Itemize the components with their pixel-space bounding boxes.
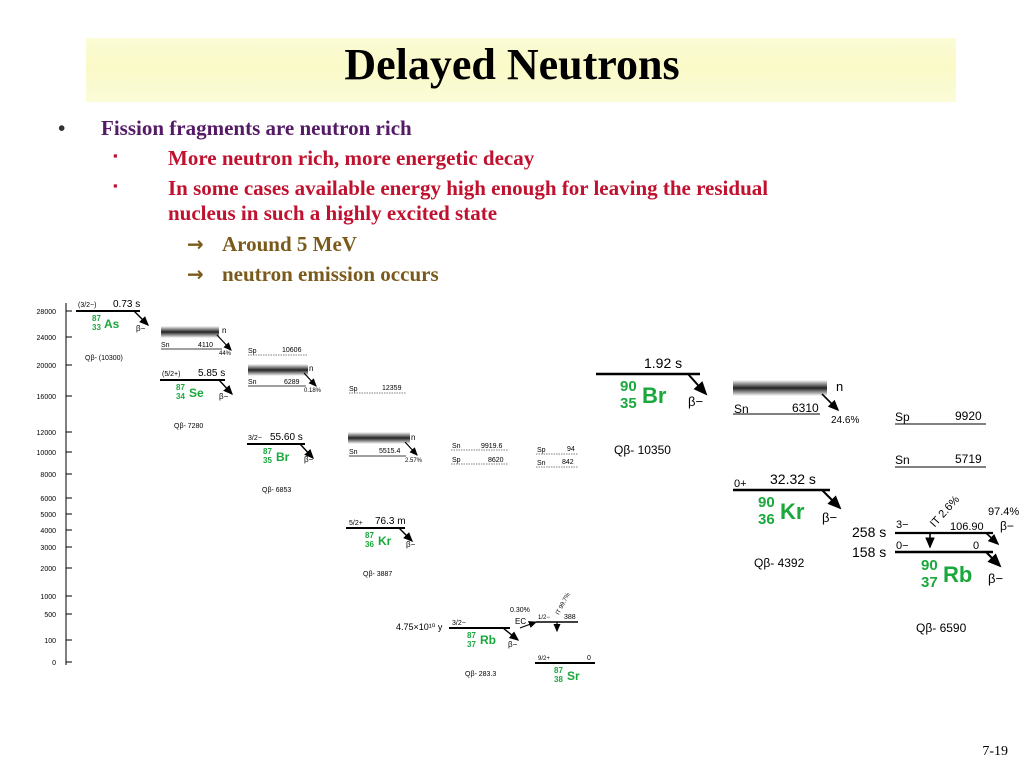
mass-number: 87: [467, 631, 476, 640]
axis-tick-label: 4000: [40, 528, 56, 535]
spin-label: 0+: [734, 478, 747, 490]
spin-label: 3/2−: [248, 435, 262, 442]
beta-arrow: [688, 374, 706, 394]
axis-ticks: [37, 309, 72, 667]
sr87-thresholds: [536, 446, 578, 467]
sp-label: Sp: [537, 447, 546, 454]
neutron-arrow: [405, 442, 417, 455]
sp-value: 10606: [282, 347, 302, 354]
arrow-right-icon: →: [187, 262, 204, 286]
spin-label: (5/2+): [162, 371, 181, 378]
element-symbol: Rb: [943, 562, 973, 587]
decay-mode-upper: β−: [1000, 519, 1014, 533]
sn-value: 842: [562, 459, 574, 466]
branch-percent: 24.6%: [831, 415, 860, 426]
neutron-arrow: [822, 394, 838, 410]
nuclide-87rb: [396, 620, 518, 678]
bullet-dot-icon: •: [58, 116, 66, 140]
br87-thresholds: [248, 347, 322, 394]
halflife-lower: 158 s: [852, 544, 887, 560]
halflife-label: 76.3 m: [375, 516, 406, 527]
neutron-band: [348, 432, 410, 444]
axis-tick-label: 20000: [36, 363, 56, 370]
nuclide-87se: [160, 368, 232, 430]
neutron-label: n: [309, 364, 314, 373]
branch-percent: 44%: [219, 351, 232, 357]
sp-label: Sp: [248, 348, 257, 355]
mass-number: 90: [921, 557, 938, 574]
se87-neutron-threshold: [161, 326, 232, 357]
rb90-thresholds: [895, 409, 986, 467]
neutron-arrow: [217, 335, 231, 350]
ec-percent: 0.30%: [510, 607, 530, 614]
page-number: 7-19: [982, 744, 1008, 759]
bullet-text: In some cases available energy high enough for leaving the residual: [168, 176, 769, 200]
energy-lower: 0: [973, 540, 980, 552]
nuclide-87sr: [535, 655, 595, 684]
neutron-label: n: [222, 326, 227, 335]
sn-value: 6310: [792, 401, 819, 415]
sn-label: Sn: [349, 449, 358, 456]
axis-tick-label: 8000: [40, 472, 56, 479]
element-symbol: Rb: [480, 633, 496, 647]
axis-tick-label: 5000: [40, 512, 56, 519]
atomic-number: 37: [921, 574, 938, 591]
element-symbol: Br: [276, 450, 290, 464]
sn-value: 5719: [955, 452, 982, 466]
bullet-text: Fission fragments are neutron rich: [101, 116, 412, 140]
atomic-number: 35: [263, 456, 272, 465]
it-label: IT 99.7%: [555, 592, 572, 617]
neutron-label: n: [836, 379, 844, 394]
q-value: Qβ- 6853: [262, 487, 292, 494]
sp-label: Sp: [349, 386, 358, 393]
bullet-text-continued: nucleus in such a highly excited state: [168, 201, 498, 225]
mass-number: 87: [365, 531, 374, 540]
sn-label: Sn: [734, 402, 749, 416]
atomic-number: 38: [554, 675, 563, 684]
bullet-text: More neutron rich, more energetic decay: [168, 146, 535, 170]
atomic-number: 35: [620, 395, 637, 412]
atomic-number: 36: [365, 540, 374, 549]
bullet-text: neutron emission occurs: [222, 262, 439, 286]
spin-label: (3/2−): [78, 302, 97, 309]
level-energy: 0: [587, 655, 591, 662]
atomic-number: 34: [176, 392, 185, 401]
sn-value: 9919.6: [481, 443, 503, 450]
decay-mode: β−: [406, 540, 416, 549]
element-symbol: As: [104, 317, 120, 331]
q-value: Qβ- 3887: [363, 571, 393, 578]
halflife-label: 4.75×10¹⁰ y: [396, 622, 443, 632]
decay-mode-lower: β−: [988, 571, 1004, 586]
nuclide-90br: [596, 355, 706, 457]
mass-number: 90: [620, 378, 637, 395]
halflife-label: 0.73 s: [113, 299, 141, 310]
q-value: Qβ- 283.3: [465, 671, 497, 678]
sp-value: 8620: [488, 457, 504, 464]
mass-number: 87: [554, 666, 563, 675]
sp-value: 94: [567, 446, 575, 453]
decay-mode: β−: [136, 324, 146, 333]
sn-value: 4110: [198, 342, 214, 349]
sp-value: 9920: [955, 409, 982, 423]
beta-arrow: [503, 628, 518, 640]
axis-tick-label: 3000: [40, 545, 56, 552]
q-value: Qβ- 4392: [754, 556, 805, 570]
mass-number: 87: [92, 314, 101, 323]
element-symbol: Kr: [378, 534, 392, 548]
ec-label: EC: [515, 617, 527, 626]
axis-tick-label: 100: [44, 638, 56, 645]
it-label: IT 2.6%: [927, 493, 963, 530]
axis-tick-label: 0: [52, 660, 56, 667]
decay-mode: β−: [304, 455, 314, 464]
branch-percent: 0.18%: [304, 388, 322, 394]
axis-tick-label: 1000: [40, 594, 56, 601]
spin-lower: 0−: [896, 540, 909, 552]
bullet-text: Around 5 MeV: [222, 232, 357, 256]
energy-upper: 106.90: [950, 521, 984, 533]
neutron-band: [248, 364, 308, 376]
sn-label: Sn: [537, 460, 546, 467]
branch-percent: 97.4%: [988, 506, 1020, 518]
neutron-band: [733, 380, 827, 396]
mass-number: 90: [758, 494, 775, 511]
spin-label: 5/2+: [349, 520, 363, 527]
sp-value: 12359: [382, 385, 402, 392]
arrow-right-icon: →: [187, 232, 204, 256]
sp-label: Sp: [895, 410, 910, 424]
kr87-thresholds: [348, 385, 423, 464]
rb87-thresholds: [451, 443, 508, 464]
beta-arrow: [822, 490, 840, 508]
rb87-ec-branch: [510, 592, 578, 631]
decay-mode: β−: [219, 392, 229, 401]
nuclide-90kr: [733, 471, 840, 570]
atomic-number: 37: [467, 640, 476, 649]
slide-title: Delayed Neutrons: [344, 40, 680, 89]
neutron-label: n: [411, 433, 416, 442]
axis-tick-label: 28000: [36, 309, 56, 316]
beta-arrow: [134, 311, 148, 325]
halflife-label: 5.85 s: [198, 368, 226, 379]
neutron-band: [161, 326, 219, 338]
element-symbol: Sr: [567, 669, 580, 683]
beta-arrow-upper: [986, 533, 998, 544]
axis-tick-label: 6000: [40, 496, 56, 503]
axis-tick-label: 12000: [36, 430, 56, 437]
halflife-label: 1.92 s: [644, 355, 683, 371]
kr90-neutron-threshold: [733, 379, 859, 426]
atomic-number: 33: [92, 323, 101, 332]
beta-arrow-lower: [986, 552, 1000, 566]
sn-label: Sn: [895, 453, 910, 467]
axis-tick-label: 500: [44, 612, 56, 619]
neutron-arrow: [304, 373, 316, 386]
spin-label: 3/2−: [452, 620, 466, 627]
decay-mode: β−: [508, 640, 518, 649]
halflife-label: 32.32 s: [770, 471, 816, 487]
nuclide-90rb: [852, 494, 1019, 635]
nuclide-87as: [76, 299, 148, 362]
q-value: Qβ- 10350: [614, 443, 671, 457]
axis-tick-label: 2000: [40, 566, 56, 573]
element-symbol: Br: [642, 383, 667, 408]
sn-label: Sn: [161, 342, 170, 349]
sn-label: Sn: [452, 443, 461, 450]
level-energy: 388: [564, 614, 576, 621]
element-symbol: Kr: [780, 499, 805, 524]
axis-tick-label: 24000: [36, 335, 56, 342]
halflife-label: 55.60 s: [270, 432, 303, 443]
sn-value: 5515.4: [379, 448, 401, 455]
branch-percent: 2.57%: [405, 458, 423, 464]
nuclide-87br: [247, 432, 314, 494]
mass-number: 87: [176, 383, 185, 392]
mass-number: 87: [263, 447, 272, 456]
halflife-upper: 258 s: [852, 524, 887, 540]
axis-tick-label: 16000: [36, 394, 56, 401]
axis-tick-label: 10000: [36, 450, 56, 457]
decay-mode: β−: [822, 510, 838, 525]
bullet-square-icon: ▪: [113, 178, 118, 193]
atomic-number: 36: [758, 511, 775, 528]
spin-label: 9/2+: [538, 656, 550, 662]
sp-label: Sp: [452, 457, 461, 464]
element-symbol: Se: [189, 386, 204, 400]
spin-label: 1/2−: [538, 615, 550, 621]
nuclide-87kr: [346, 516, 416, 578]
decay-mode: β−: [688, 394, 704, 409]
bullet-square-icon: ▪: [113, 148, 118, 163]
q-value: Qβ- 7280: [174, 423, 204, 430]
sn-label: Sn: [248, 379, 257, 386]
q-value: Qβ- 6590: [916, 621, 967, 635]
sn-value: 6289: [284, 379, 300, 386]
spin-upper: 3−: [896, 519, 909, 531]
q-value: Qβ- (10300): [85, 355, 123, 362]
energy-axis: [37, 303, 72, 667]
